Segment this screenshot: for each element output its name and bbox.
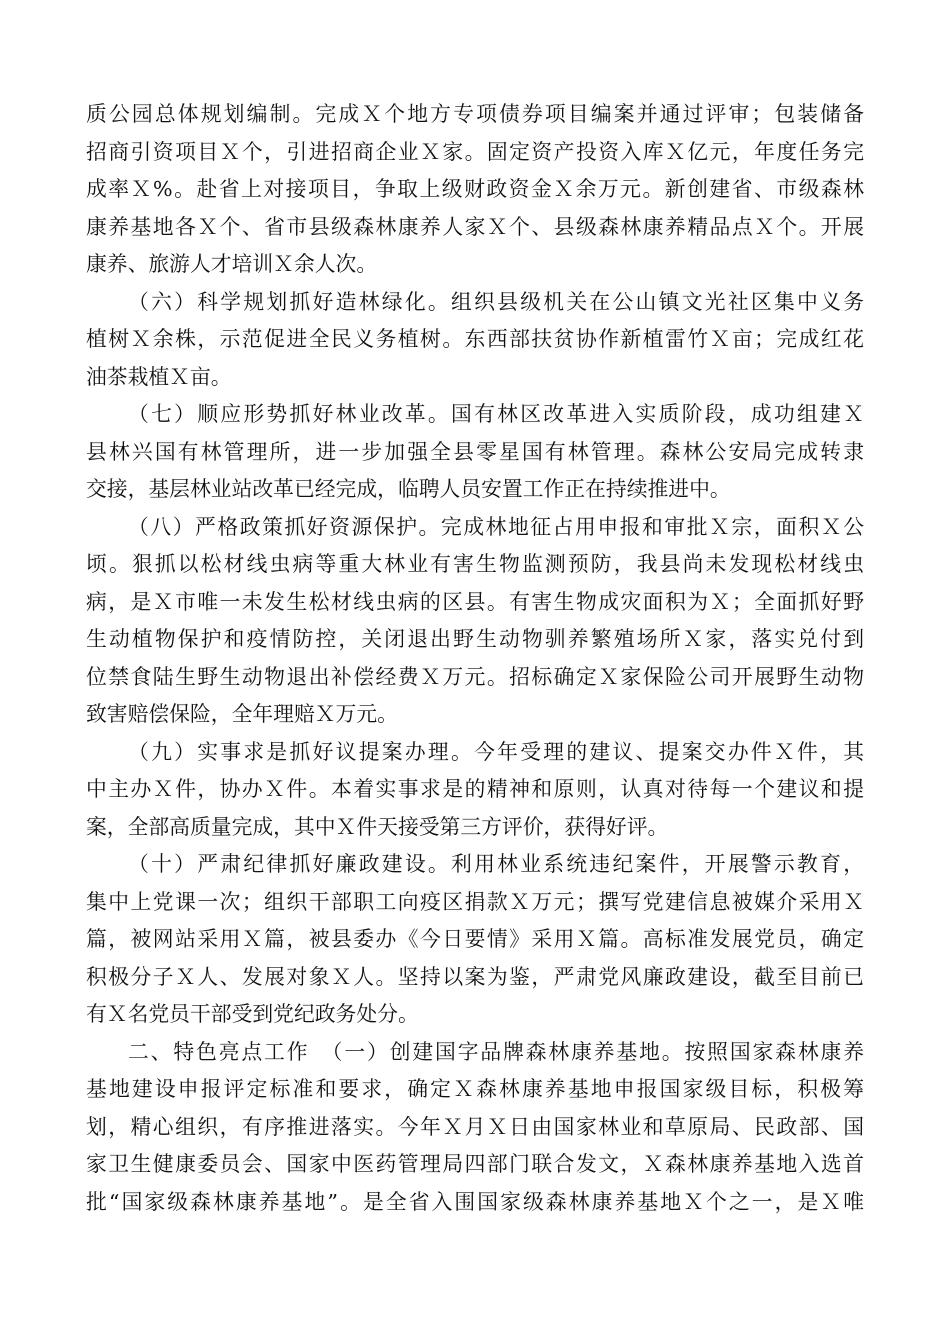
text-line: 位禁食陆生野生动物退出补偿经费Ｘ万元。招标确定Ｘ家保险公司开展野生动物 — [86, 664, 864, 689]
text-line: 生动植物保护和疫情防控，关闭退出野生动物驯养繁殖场所Ｘ家，落实兑付到 — [86, 627, 864, 651]
document-page — [86, 96, 864, 1221]
text-line: 康养基地各Ｘ个、省市县级森林康养人家Ｘ个、县级森林康养精品点Ｘ个。开展 — [86, 214, 864, 239]
text-line: 篇，被网站采用Ｘ篇，被县委办《今日要情》采用Ｘ篇。高标准发展党员，确定 — [86, 927, 864, 951]
text-line: 有Ｘ名党员干部受到党纪政务处分。 — [86, 1002, 419, 1026]
text-line: 县林兴国有林管理所，进一步加强全县零星国有林管理。森林公安局完成转隶 — [86, 439, 864, 464]
text-line: 致害赔偿保险，全年理赔Ｘ万元。 — [86, 702, 398, 726]
text-line: 油茶栽植Ｘ亩。 — [86, 364, 232, 389]
text-line: （十）严肃纪律抓好廉政建设。利用林业系统违纪案件，开展警示教育， — [128, 852, 864, 876]
text-line: （七）顺应形势抓好林业改革。国有林区改革进入实质阶段，成功组建Ｘ — [128, 402, 864, 426]
text-line: 交接，基层林业站改革已经完成，临聘人员安置工作正在持续推进中。 — [86, 477, 731, 501]
text-line: 康养、旅游人才培训Ｘ余人次。 — [86, 252, 378, 276]
text-line: 划，精心组织，有序推进落实。今年Ｘ月Ｘ日由国家林业和草原局、民政部、国 — [86, 1114, 864, 1139]
text-line: 成率Ｘ%。赴省上对接项目，争取上级财政资金Ｘ余万元。新创建省、市级森林 — [86, 177, 864, 201]
text-line: （六）科学规划抓好造林绿化。组织县级机关在公山镇文光社区集中义务 — [128, 289, 864, 314]
text-line: 招商引资项目Ｘ个，引进招商企业Ｘ家。固定资产投资入库Ｘ亿元，年度任务完 — [86, 139, 864, 164]
text-line: （九）实事求是抓好议提案办理。今年受理的建议、提案交办件Ｘ件，其 — [128, 739, 864, 764]
text-line: 家卫生健康委员会、国家中医药管理局四部门联合发文，Ｘ森林康养基地入选首 — [86, 1152, 864, 1176]
text-line: 案，全部高质量完成，其中Ｘ件天接受第三方评价，获得好评。 — [86, 814, 669, 839]
text-line: 病，是Ｘ市唯一未发生松材线虫病的区县。有害生物成灾面积为Ｘ；全面抓好野 — [86, 589, 864, 614]
text-line: 积极分子Ｘ人、发展对象Ｘ人。坚持以案为鉴，严肃党风廉政建设，截至目前已 — [86, 964, 864, 989]
text-line: （八）严格政策抓好资源保护。完成林地征占用申报和审批Ｘ宗，面积Ｘ公 — [128, 514, 864, 539]
text-line: 质公园总体规划编制。完成Ｘ个地方专项债券项目编案并通过评审；包装储备 — [86, 102, 864, 126]
text-line: 二、特色亮点工作 （一）创建国字品牌森林康养基地。按照国家森林康养 — [128, 1039, 864, 1064]
text-line: 植树Ｘ余株，示范促进全民义务植树。东西部扶贫协作新植雷竹Ｘ亩；完成红花 — [86, 327, 864, 351]
text-line: 顷。狠抓以松材线虫病等重大林业有害生物监测预防，我县尚未发现松材线虫 — [86, 552, 864, 576]
text-line: 集中上党课一次；组织干部职工向疫区捐款Ｘ万元；撰写党建信息被媒介采用Ｘ — [86, 889, 864, 914]
text-line: 中主办Ｘ件，协办Ｘ件。本着实事求是的精神和原则，认真对待每一个建议和提 — [86, 777, 864, 801]
text-line: 基地建设申报评定标准和要求，确定Ｘ森林康养基地申报国家级目标，积极筹 — [86, 1077, 864, 1101]
text-line: 批“国家级森林康养基地”。是全省入围国家级森林康养基地Ｘ个之一，是Ｘ唯 — [86, 1189, 864, 1214]
